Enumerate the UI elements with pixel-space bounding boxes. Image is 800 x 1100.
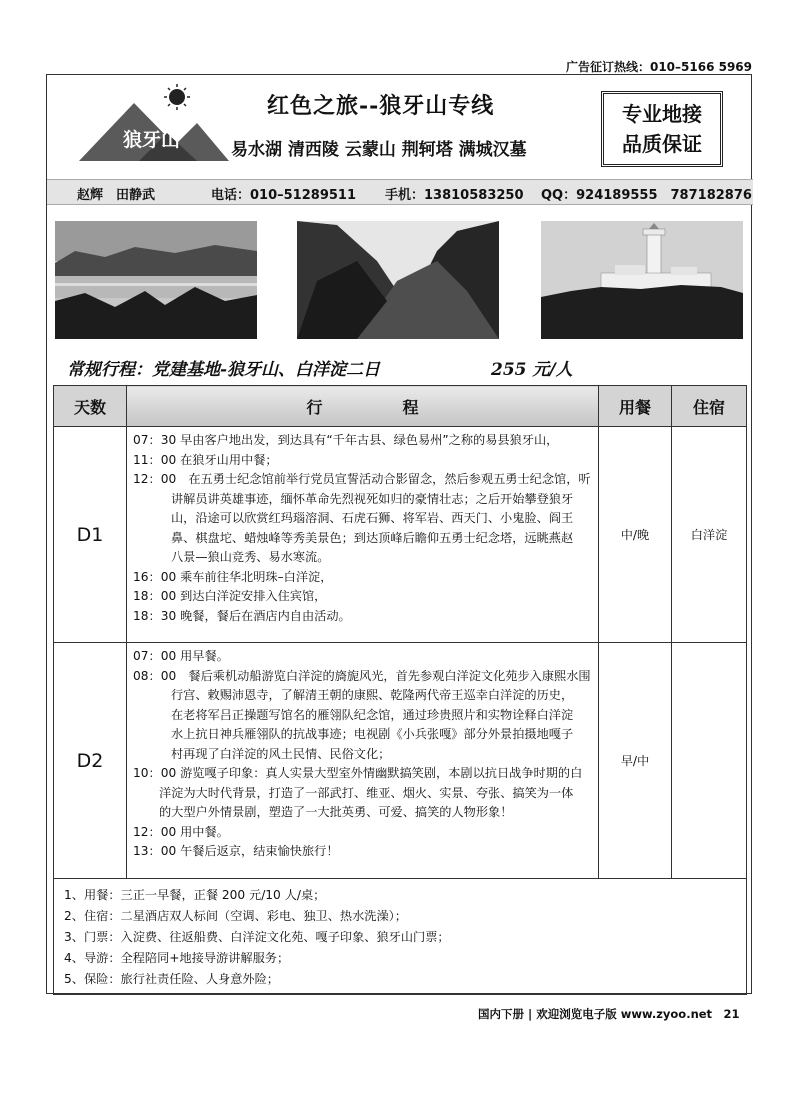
itinerary-table bbox=[53, 385, 747, 995]
contact-bar bbox=[47, 179, 753, 205]
notes-row bbox=[54, 879, 747, 995]
note-item: 1、用餐：三正一早餐，正餐 200 元/10 人/桌； bbox=[64, 888, 326, 902]
day-label: D1 bbox=[54, 427, 127, 643]
lake-photo bbox=[55, 221, 257, 339]
schedule-line: 18：30 晚餐，餐后在酒店内自由活动。 bbox=[133, 608, 351, 623]
table-header-row bbox=[54, 386, 747, 427]
logo-text: 狼牙山 bbox=[123, 129, 181, 151]
note-item: 2、住宿：二星酒店双人标间（空调、彩电、独卫、热水洗澡）； bbox=[64, 909, 407, 923]
day-schedule bbox=[127, 427, 599, 643]
schedule-line: 18：00 到达白洋淀安排入住宾馆， bbox=[133, 589, 327, 603]
schedule-line: 讲解员讲英雄事迹，缅怀革命先烈视死如归的豪情壮志；之后开始攀登狼牙 bbox=[171, 491, 574, 506]
note-item: 3、门票：入淀费、往返船费、白洋淀文化苑、嘎子印象、狼牙山门票； bbox=[64, 930, 450, 944]
schedule-line: 在老将军吕正操题写馆名的雁翎队纪念馆，通过珍贵照片和实物诠释白洋淀 bbox=[171, 707, 574, 722]
schedule-line: 行宫、敕赐沛恩寺，了解清王朝的康熙、乾隆两代帝王巡幸白洋淀的历史， bbox=[171, 688, 574, 702]
quality-stamp bbox=[601, 91, 723, 167]
schedule-line: 的大型户外情景剧，塑造了一大批英勇、可爱、搞笑的人物形象！ bbox=[159, 805, 513, 819]
contact-mobile: 手机：13810583250 bbox=[385, 188, 524, 203]
places-list: 易水湖 清西陵 云蒙山 荆轲塔 满城汉墓 bbox=[231, 140, 527, 160]
day-row-1 bbox=[54, 427, 747, 643]
route-title: 常规行程：党建基地-狼牙山、白洋淀二日 bbox=[67, 360, 381, 380]
header-schedule: 行 程 bbox=[127, 386, 599, 427]
route-price: 255 元/人 bbox=[491, 360, 573, 380]
schedule-line: 16：00 乘车前往华北明珠–白洋淀， bbox=[133, 569, 333, 584]
day-stay: 白洋淀 bbox=[672, 427, 747, 643]
gorge-photo bbox=[297, 221, 499, 339]
schedule-line: 07：00 用早餐。 bbox=[133, 649, 229, 663]
schedule-line: 13：00 午餐后返京，结束愉快旅行！ bbox=[133, 844, 339, 858]
schedule-line: 水上抗日神兵雁翎队的抗战事迹；电视剧《小兵张嘎》部分外景拍摄地嘎子 bbox=[171, 727, 574, 741]
route-heading bbox=[67, 355, 573, 380]
schedule-line: 07：30 早由客户地出发，到达具有“千年古县、绿色易州”之称的易县狼牙山， bbox=[133, 433, 559, 447]
contact-phone: 电话：010–51289511 bbox=[211, 188, 356, 203]
page-title: 红色之旅--狼牙山专线 bbox=[267, 93, 495, 119]
schedule-line: 鼻、棋盘坨、蜡烛峰等秀美景色；到达顶峰后瞻仰五勇士纪念塔，远眺燕赵 bbox=[171, 530, 574, 545]
stamp-line-1: 专业地接 bbox=[622, 102, 702, 126]
schedule-line: 10：00 游览嘎子印象：真人实景大型室外情幽默搞笑剧，本剧以抗日战争时期的白 bbox=[133, 766, 583, 780]
header-meal: 用餐 bbox=[599, 386, 672, 427]
schedule-line: 洋淀为大时代背景，打造了一部武打、维亚、烟火、实景、夸张、搞笑为一体 bbox=[159, 785, 574, 800]
schedule-line: 村再现了白洋淀的风土民情、民俗文化； bbox=[171, 746, 391, 761]
monument-photo bbox=[541, 221, 743, 339]
schedule-line: 12：00 用中餐。 bbox=[133, 824, 229, 839]
header-day: 天数 bbox=[54, 386, 127, 427]
stamp-line-2: 品质保证 bbox=[622, 132, 702, 156]
advert-frame bbox=[46, 74, 752, 994]
contact-names: 赵辉 田静武 bbox=[77, 188, 156, 203]
day-schedule bbox=[127, 643, 599, 879]
sun-icon bbox=[169, 89, 185, 105]
schedule-line: 八景—狼山竞秀、易水寒流。 bbox=[171, 550, 330, 564]
day-meal: 早/中 bbox=[599, 643, 672, 879]
header-stay: 住宿 bbox=[672, 386, 747, 427]
ad-hotline: 广告征订热线：010–5166 5969 bbox=[565, 60, 752, 74]
schedule-line: 11：00 在狼牙山用中餐； bbox=[133, 452, 278, 467]
schedule-line: 12：00 在五勇士纪念馆前举行党员宣誓活动合影留念，然后参观五勇士纪念馆，听 bbox=[133, 472, 591, 486]
day-row-2 bbox=[54, 643, 747, 879]
notes-cell bbox=[54, 879, 747, 995]
note-item: 4、导游：全程陪同+地接导游讲解服务； bbox=[64, 951, 290, 965]
note-item: 5、保险：旅行社责任险、人身意外险； bbox=[64, 972, 279, 986]
schedule-line: 08：00 餐后乘机动船游览白洋淀的旖旎风光，首先参观白洋淀文化苑步入康熙水围 bbox=[133, 668, 591, 683]
contact-qq: QQ：924189555 787182876 bbox=[541, 188, 752, 203]
day-stay bbox=[672, 643, 747, 879]
page-footer: 国内下册 | 欢迎浏览电子版 www.zyoo.net 21 bbox=[478, 1007, 740, 1021]
schedule-line: 山，沿途可以欣赏红玛瑙溶洞、石虎石狮、将军岩、西天门、小鬼脸、阎王 bbox=[171, 511, 574, 525]
day-meal: 中/晚 bbox=[599, 427, 672, 643]
day-label: D2 bbox=[54, 643, 127, 879]
